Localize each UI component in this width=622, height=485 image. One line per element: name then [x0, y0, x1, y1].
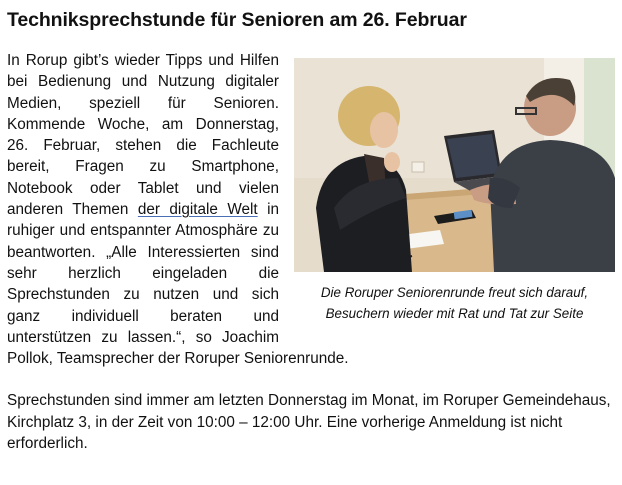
spellcheck-underlined-phrase: der digitale Welt: [137, 201, 258, 219]
paragraph-intro-text-1: In Rorup gibt’s wieder Tipps und Hilfen bei Bedienung und Nutzung digitaler Medien, speziell für Senioren. Kommende Woche, am Donnerstag, 26. Februar, stehen die Fachleute bereit, Fragen zu Smartphone, Notebook oder Tablet und vielen anderen Themen: [7, 52, 279, 219]
paragraph-intro-text-2: in ruhiger und entspannter Atmosphäre zu beantworten. „Alle Interessierten sind sehr herzlich eingeladen die Sprechstunden zu nutzen und sich ganz individuell beraten und unterstützen zu lassen.“, so Joachim Pollok, Teamsprecher der Roruper Seniorenrunde.: [7, 201, 349, 368]
photo-figure: [287, 50, 615, 340]
article-photo: [294, 58, 615, 272]
article-title: Techniksprechstunde für Senioren am 26. Februar: [7, 9, 467, 31]
article-body: [7, 50, 615, 454]
paragraph-schedule: Sprechstunden sind immer am letzten Donnerstag im Monat, im Roruper Gemeindehaus, Kirchplatz 3, in der Zeit von 10:00 – 12:00 Uhr. Eine vorherige Anmeldung ist nicht erforderlich.: [7, 392, 611, 453]
photo-caption: Die Roruper Seniorenrunde freut sich darauf, Besuchern wieder mit Rat und Tat zur Seite: [320, 285, 589, 321]
